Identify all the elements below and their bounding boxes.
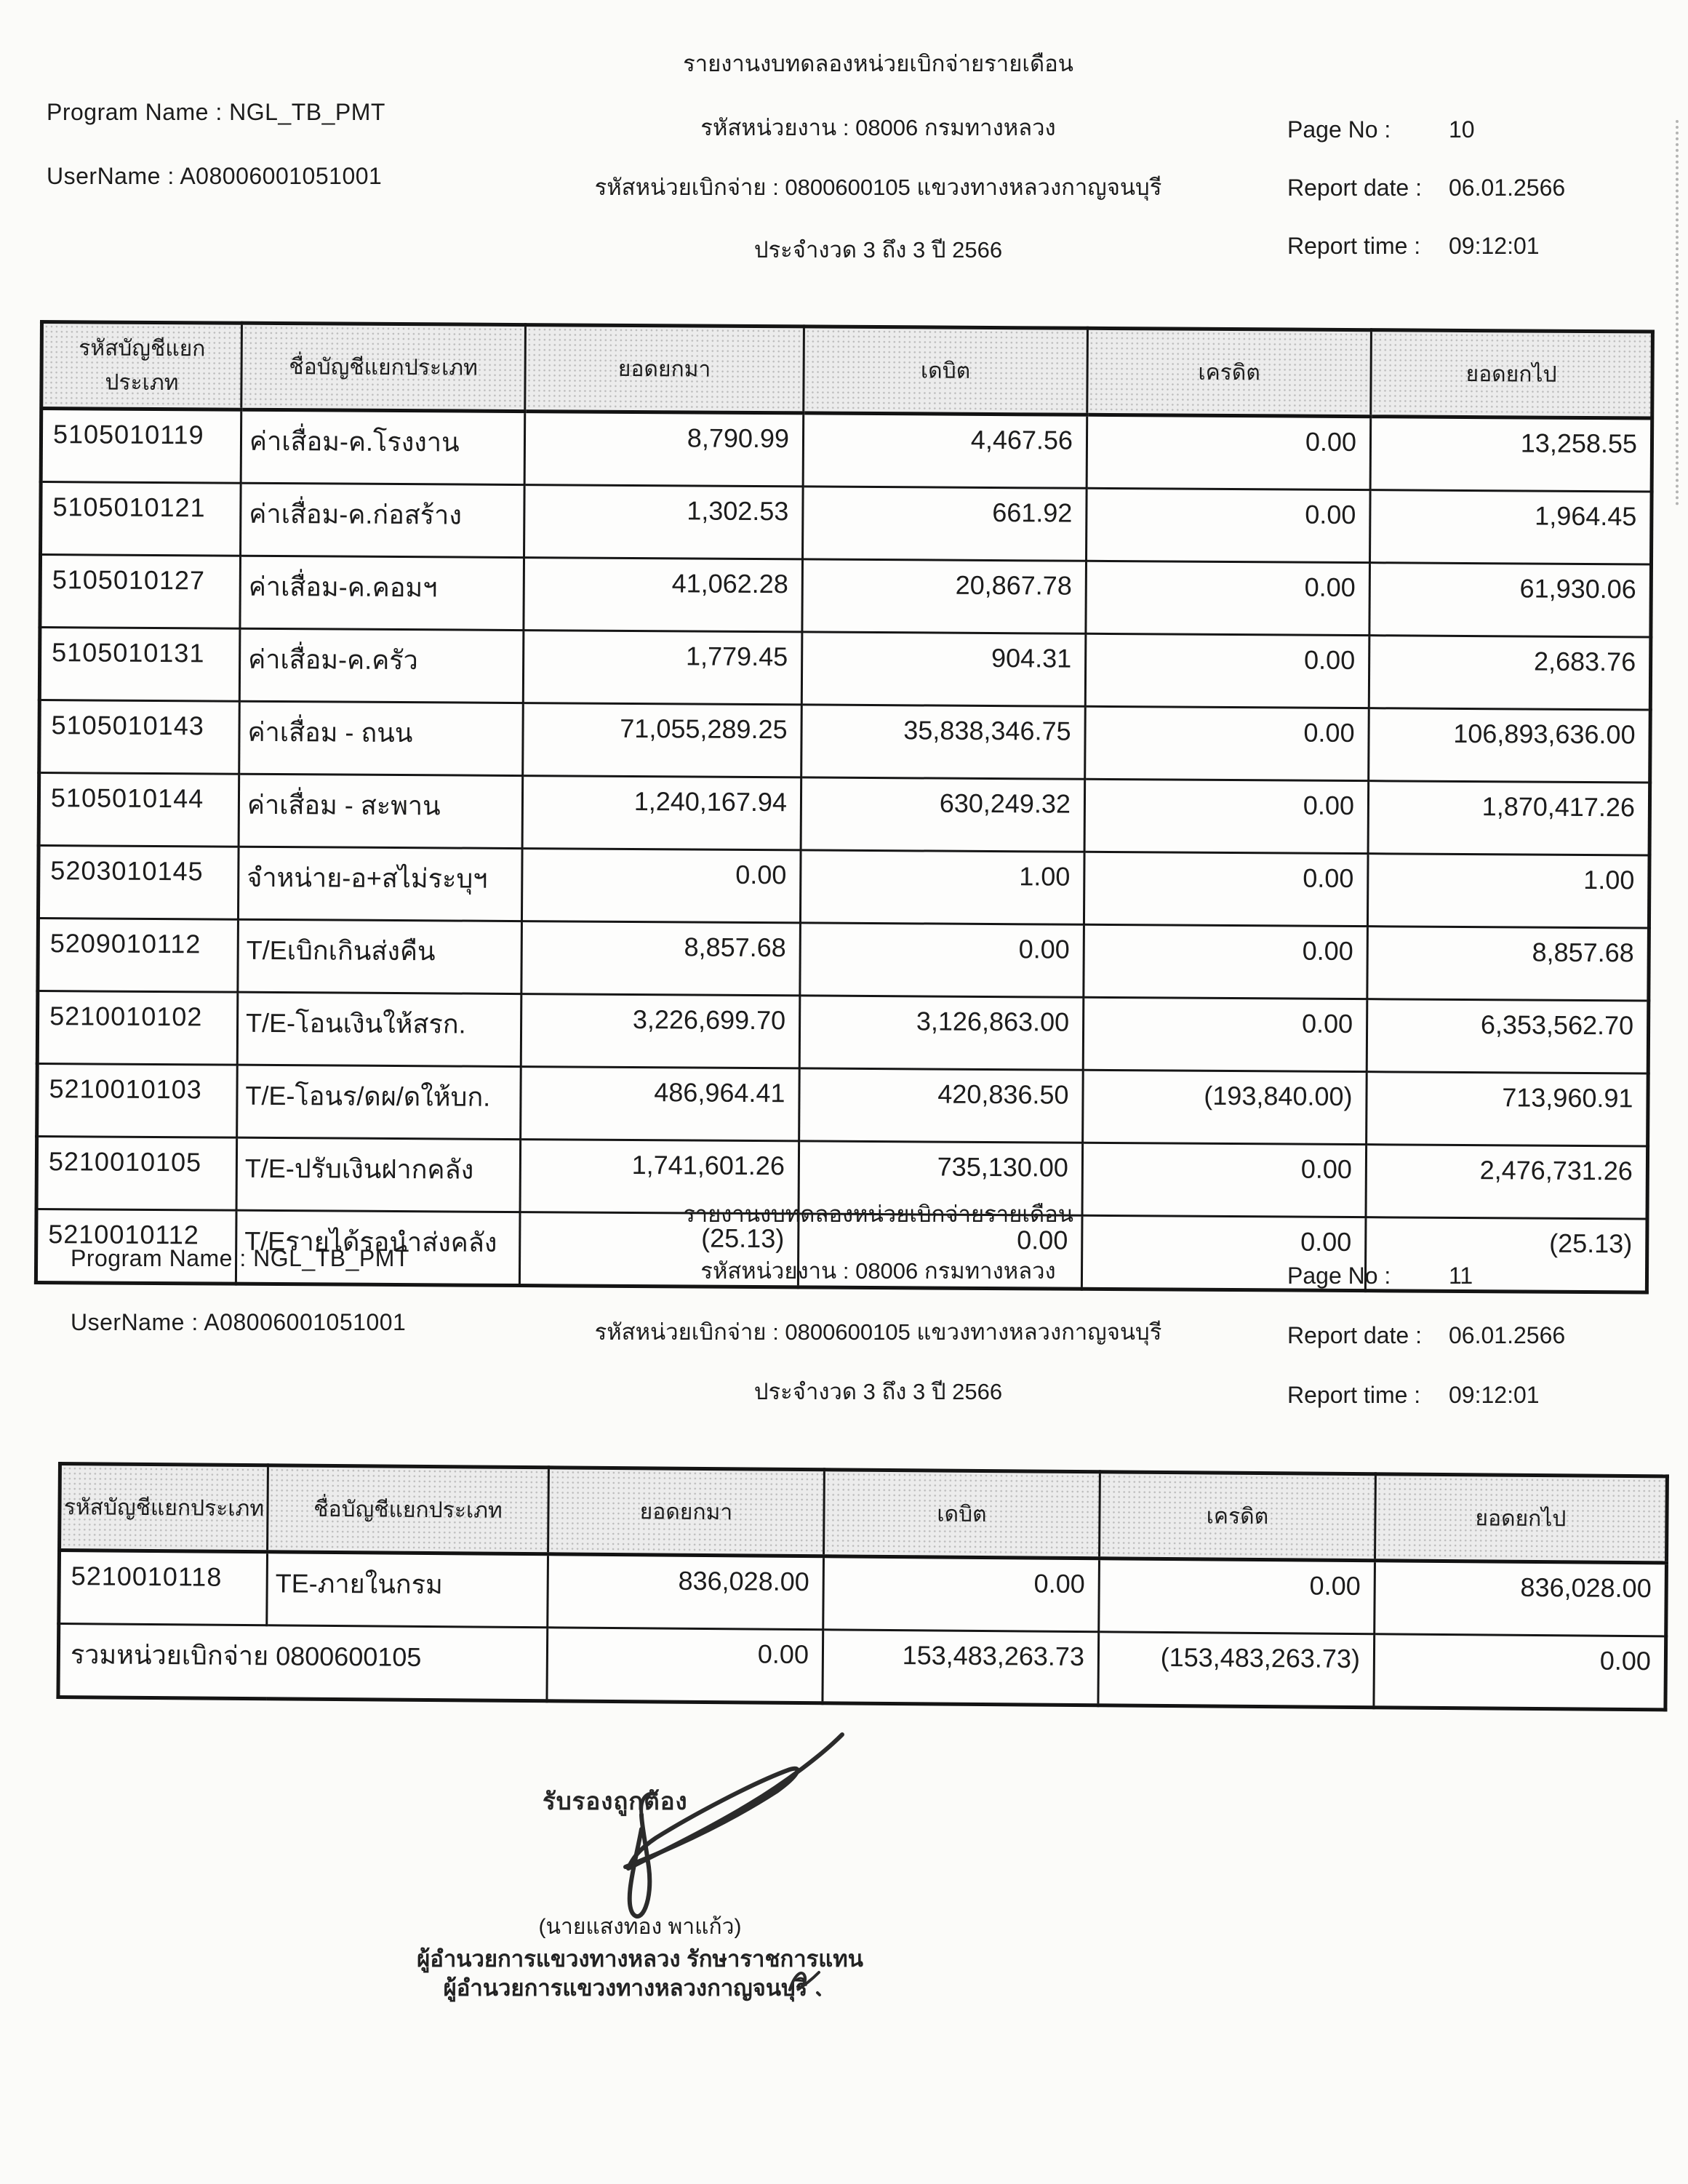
column-header-row [60,1464,1668,1563]
account-name-cell: ค่าเสื่อม - สะพาน [239,774,523,848]
signature-scribble [575,1713,865,1938]
table-row [37,991,1649,1073]
table-row [41,482,1652,565]
amount-cell: (153,483,263.73) [1098,1632,1375,1708]
amount-cell: 1.00 [800,850,1084,924]
amount-cell: 3,126,863.00 [799,996,1084,1070]
total-label-cell: รวมหน่วยเบิกจ่าย 0800600105 [58,1624,548,1701]
amount-cell: 1,870,417.26 [1368,781,1650,855]
amount-cell: 0.00 [1084,852,1368,926]
col-header-account-code: รหัสบัญชีแยกประเภท [41,322,242,410]
amount-cell: 20,867.78 [802,559,1087,633]
account-name-cell: TE-ภายในกรม [267,1552,548,1628]
account-code-cell: 5210010103 [37,1063,238,1137]
amount-cell: (193,840.00) [1083,1070,1367,1144]
amount-cell: 0.00 [521,849,801,923]
col-header-balance-bf: ยอดยกมา [548,1468,825,1556]
table-row [39,700,1651,783]
account-name-cell: T/E-โอนเงินให้สรก. [237,992,521,1066]
account-name-cell: T/E-โอนร/ดผ/ดให้บก. [237,1065,521,1139]
amount-cell: 836,028.00 [1375,1561,1667,1636]
period-line-p10: ประจำงวด 3 ถึง 3 ปี 2566 [753,237,1003,263]
account-code-cell: 5105010121 [41,482,241,556]
col-header-credit: เครดิต [1087,328,1372,416]
ledger-table-p11 [56,1462,1668,1711]
page-no-label-p10: Page No : [1287,116,1391,143]
report-date-value-p10: 06.01.2566 [1449,175,1566,201]
disbursement-code-line-p11: รหัสหน่วยเบิกจ่าย : 0800600105 แขวงทางหลวงกาญจนบุรี [594,1319,1162,1345]
account-name-cell: T/E-ปรับเงินฝากคลัง [236,1137,521,1212]
amount-cell: 6,353,562.70 [1367,999,1649,1073]
amount-cell: 630,249.32 [801,777,1085,852]
report-date-label-p10: Report date : [1287,175,1422,201]
amount-cell: 0.00 [1087,488,1371,562]
period-line-p11: ประจำงวด 3 ถึง 3 ปี 2566 [753,1379,1003,1404]
report-title-p11: รายงานงบทดลองหน่วยเบิกจ่ายรายเดือน [683,1201,1073,1227]
account-code-cell: 5210010112 [36,1209,236,1284]
account-name-cell: T/Eรายได้รอนำส่งคลัง [236,1210,520,1285]
col-header-account-code: รหัสบัญชีแยกประเภท [60,1464,268,1552]
account-code-cell: 5209010112 [38,918,239,992]
table-row [38,918,1649,1001]
account-code-cell: 5203010145 [38,846,239,920]
report-time-value-p10: 09:12:01 [1449,233,1540,259]
col-header-debit: เดบิต [804,327,1088,415]
account-code-cell: 5105010131 [39,628,240,702]
amount-cell: 35,838,346.75 [801,705,1086,779]
scan-edge-artifact [1676,120,1679,505]
amount-cell: 3,226,699.70 [521,994,800,1068]
table-row [59,1551,1667,1636]
account-name-cell: ค่าเสื่อม - ถนน [239,701,524,775]
col-header-account-name: ชื่อบัญชีแยกประเภท [268,1465,549,1554]
total-row [58,1624,1666,1710]
amount-cell: 1.00 [1367,854,1649,928]
amount-cell: 13,258.55 [1370,417,1652,492]
report-time-value-p11: 09:12:01 [1449,1382,1540,1408]
amount-cell: 61,930.06 [1369,563,1652,637]
amount-cell: 0.00 [1083,997,1367,1071]
account-code-cell: 5105010144 [39,773,239,847]
amount-cell: 1,964.45 [1369,490,1652,564]
amount-cell: 904.31 [801,632,1086,706]
amount-cell: 0.00 [798,1214,1082,1289]
amount-cell: 1,240,167.94 [522,776,801,850]
signature-paraph-scribble [785,1964,823,1997]
table-row [41,409,1652,492]
amount-cell: 153,483,263.73 [823,1630,1099,1705]
account-name-cell: ค่าเสื่อม-ค.โรงงาน [241,409,525,484]
amount-cell: 836,028.00 [548,1554,824,1630]
account-name-cell: จำหน่าย-อ+สไม่ระบุฯ [238,847,522,921]
table-row [37,1063,1649,1146]
amount-cell: 0.00 [1081,1215,1366,1290]
account-name-cell: T/Eเบิกเกินส่งคืน [238,919,522,993]
col-header-debit: เดบิต [824,1470,1100,1559]
account-code-cell: 5105010127 [40,555,241,629]
amount-cell: 735,130.00 [799,1141,1083,1215]
amount-cell: 0.00 [547,1628,823,1703]
amount-cell: 661.92 [803,487,1087,561]
table-row [38,846,1649,929]
program-name-line-p11: Program Name : NGL_TB_PMT [71,1245,409,1271]
amount-cell: 0.00 [823,1556,1100,1632]
amount-cell: 1,302.53 [524,485,804,559]
amount-cell: 420,836.50 [799,1068,1084,1143]
page-no-label-p11: Page No : [1287,1263,1391,1289]
account-name-cell: ค่าเสื่อม-ค.คอมฯ [240,556,524,630]
table-row [39,773,1650,856]
report-time-label-p11: Report time : [1287,1382,1421,1408]
agency-code-line-p11: รหัสหน่วยงาน : 08006 กรมทางหลวง [700,1258,1056,1284]
report-date-value-p11: 06.01.2566 [1449,1322,1566,1348]
amount-cell: 0.00 [800,923,1084,997]
account-code-cell: 5210010105 [36,1136,237,1210]
amount-cell: 0.00 [1084,779,1369,853]
amount-cell: 71,055,289.25 [523,703,802,777]
username-line-p10: UserName : A08006001051001 [47,163,383,189]
amount-cell: 0.00 [1082,1143,1367,1217]
report-title-p10: รายงานงบทดลองหน่วยเบิกจ่ายรายเดือน [683,51,1073,76]
amount-cell: 0.00 [1087,415,1371,489]
amount-cell: 0.00 [1085,706,1369,780]
col-header-balance-bf: ยอดยกมา [525,325,804,413]
column-header-row [41,322,1653,419]
amount-cell: 41,062.28 [524,558,803,632]
amount-cell: 0.00 [1085,633,1369,708]
amount-cell: 0.00 [1374,1634,1666,1710]
signatory-name: (นายแสงทอง พาแก้ว) [538,1915,742,1939]
ledger-table-p10 [34,320,1655,1295]
amount-cell: 8,857.68 [521,921,801,996]
agency-code-line-p10: รหัสหน่วยงาน : 08006 กรมทางหลวง [700,115,1056,140]
account-code-cell: 5105010119 [41,409,241,484]
col-header-balance-cf: ยอดยกไป [1375,1474,1667,1563]
amount-cell: 0.00 [1086,561,1370,635]
table-row [40,555,1652,638]
amount-cell: 2,683.76 [1369,636,1651,710]
col-header-credit: เครดิต [1100,1472,1376,1561]
amount-cell: 2,476,731.26 [1366,1145,1648,1219]
account-code-cell: 5105010143 [39,700,240,775]
amount-cell: (25.13) [1365,1217,1647,1292]
amount-cell: 1,741,601.26 [520,1140,799,1214]
amount-cell: 8,790.99 [524,412,804,487]
amount-cell: (25.13) [519,1212,799,1287]
amount-cell: 106,893,636.00 [1369,708,1651,783]
amount-cell: 8,857.68 [1367,927,1649,1001]
table-row [39,628,1651,711]
signatory-title-line2: ผู้อำนวยการแขวงทางหลวงกาญจนบุรี [443,1975,808,2001]
amount-cell: 0.00 [1084,924,1368,999]
account-code-cell: 5210010102 [37,991,238,1065]
amount-cell: 713,960.91 [1367,1072,1649,1146]
amount-cell: 1,779.45 [523,631,802,705]
account-code-cell: 5210010118 [59,1551,268,1625]
amount-cell: 4,467.56 [803,413,1087,488]
col-header-account-name: ชื่อบัญชีแยกประเภท [241,323,526,411]
page-no-value-p10: 10 [1449,116,1475,143]
col-header-balance-cf: ยอดยกไป [1371,330,1653,418]
amount-cell: 486,964.41 [521,1067,800,1141]
disbursement-code-line-p10: รหัสหน่วยเบิกจ่าย : 0800600105 แขวงทางหลวงกาญจนบุรี [594,175,1162,200]
report-date-label-p11: Report date : [1287,1322,1422,1348]
account-name-cell: ค่าเสื่อม-ค.ก่อสร้าง [241,483,525,557]
amount-cell: 0.00 [1099,1559,1375,1634]
program-name-line-p10: Program Name : NGL_TB_PMT [47,99,385,125]
signatory-title-line1: ผู้อำนวยการแขวงทางหลวง รักษาราชการแทน [417,1946,863,1972]
account-name-cell: ค่าเสื่อม-ค.ครัว [239,628,524,703]
certify-stamp-text: รับรองถูกต้อง [543,1788,688,1815]
username-line-p11: UserName : A08006001051001 [71,1309,407,1335]
page-no-value-p11: 11 [1449,1263,1473,1289]
report-time-label-p10: Report time : [1287,233,1421,259]
